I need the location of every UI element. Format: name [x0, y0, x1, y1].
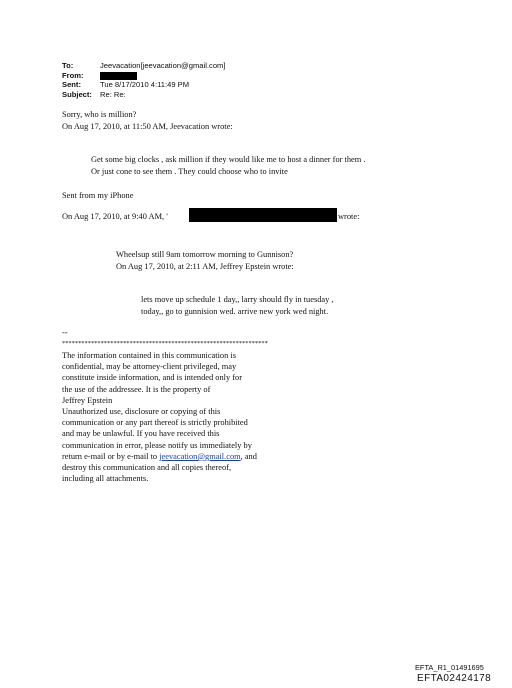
quote3-line-2: today,, go to gunnision wed. arrive new york wed night.	[141, 307, 329, 316]
reply2-line	[62, 211, 168, 222]
disclaimer-line: Unauthorized use, disclosure or copying of this	[62, 407, 221, 417]
sender-redaction	[189, 208, 337, 222]
disclaimer-line: communication in error, please notify us immediately by	[62, 440, 252, 450]
quote3-line-1: lets move up schedule 1 day,, larry should fly in tuesday ,	[141, 295, 334, 304]
email-suffix: , and	[240, 451, 257, 461]
email-prefix: return e-mail or by e-mail to	[62, 451, 160, 461]
from-label: From:	[62, 70, 84, 80]
header-subject-row	[62, 90, 225, 100]
to-value: Jeevacation[jeevacation@gmail.com]	[100, 61, 226, 70]
disclaimer-line: communication or any part thereof is strictly prohibited	[62, 418, 248, 428]
disclaimer-line: and may be unlawful. If you have received this	[62, 429, 220, 439]
disclaimer-line: including all attachments.	[62, 474, 149, 484]
sent-label: Sent:	[62, 80, 81, 90]
quote1-line-2: Or just cone to see them . They could choose who to invite	[91, 167, 288, 176]
header-from-row	[62, 71, 225, 81]
reply2-suffix: wrote:	[338, 212, 360, 221]
footer-id-2: EFTA02424178	[417, 673, 492, 684]
header-sent-row	[62, 80, 225, 90]
disclaimer-line: destroy this communication and all copies thereof,	[62, 463, 232, 473]
sent-value: Tue 8/17/2010 4:11:49 PM	[100, 80, 190, 90]
subject-label: Subject:	[62, 89, 92, 99]
quote2-line-2: On Aug 17, 2010, at 2:11 AM, Jeffrey Epstein wrote:	[116, 262, 294, 271]
body-line-1: Sorry, who is million?	[62, 110, 137, 119]
header-to-row	[62, 61, 225, 71]
stars-divider: ****************************************************************	[62, 340, 268, 347]
disclaimer-line: Jeffrey Epstein	[62, 395, 113, 405]
subject-value: Re: Re:	[100, 89, 126, 99]
from-redaction	[100, 72, 137, 80]
disclaimer-line-email	[62, 451, 257, 462]
email-link[interactable]: jeevacation@gmail.com	[159, 451, 241, 461]
body-line-2: On Aug 17, 2010, at 11:50 AM, Jeevacation wrote:	[62, 122, 233, 131]
disclaimer-text	[62, 350, 257, 484]
signature-dashes: --	[62, 328, 68, 337]
email-header	[62, 61, 225, 99]
disclaimer-line: confidential, may be attorney-client privileged, may	[62, 362, 237, 372]
reply2-prefix: On Aug 17, 2010, at 9:40 AM, '	[62, 212, 168, 221]
to-label: To:	[62, 61, 74, 70]
quote2-line-1: Wheelsup still 9am tomorrow morning to Gunnison?	[116, 250, 294, 259]
disclaimer-line: the use of the addressee. It is the property of	[62, 384, 211, 394]
sent-from-line: Sent from my iPhone	[62, 191, 134, 200]
footer-id-1: EFTA_R1_01491695	[415, 663, 484, 672]
disclaimer-line: The information contained in this communication is	[62, 351, 236, 360]
quote1-line-1: Get some big clocks , ask million if they would like me to host a dinner for them .	[91, 155, 366, 164]
disclaimer-line: constitute inside information, and is intended only for	[62, 373, 243, 383]
